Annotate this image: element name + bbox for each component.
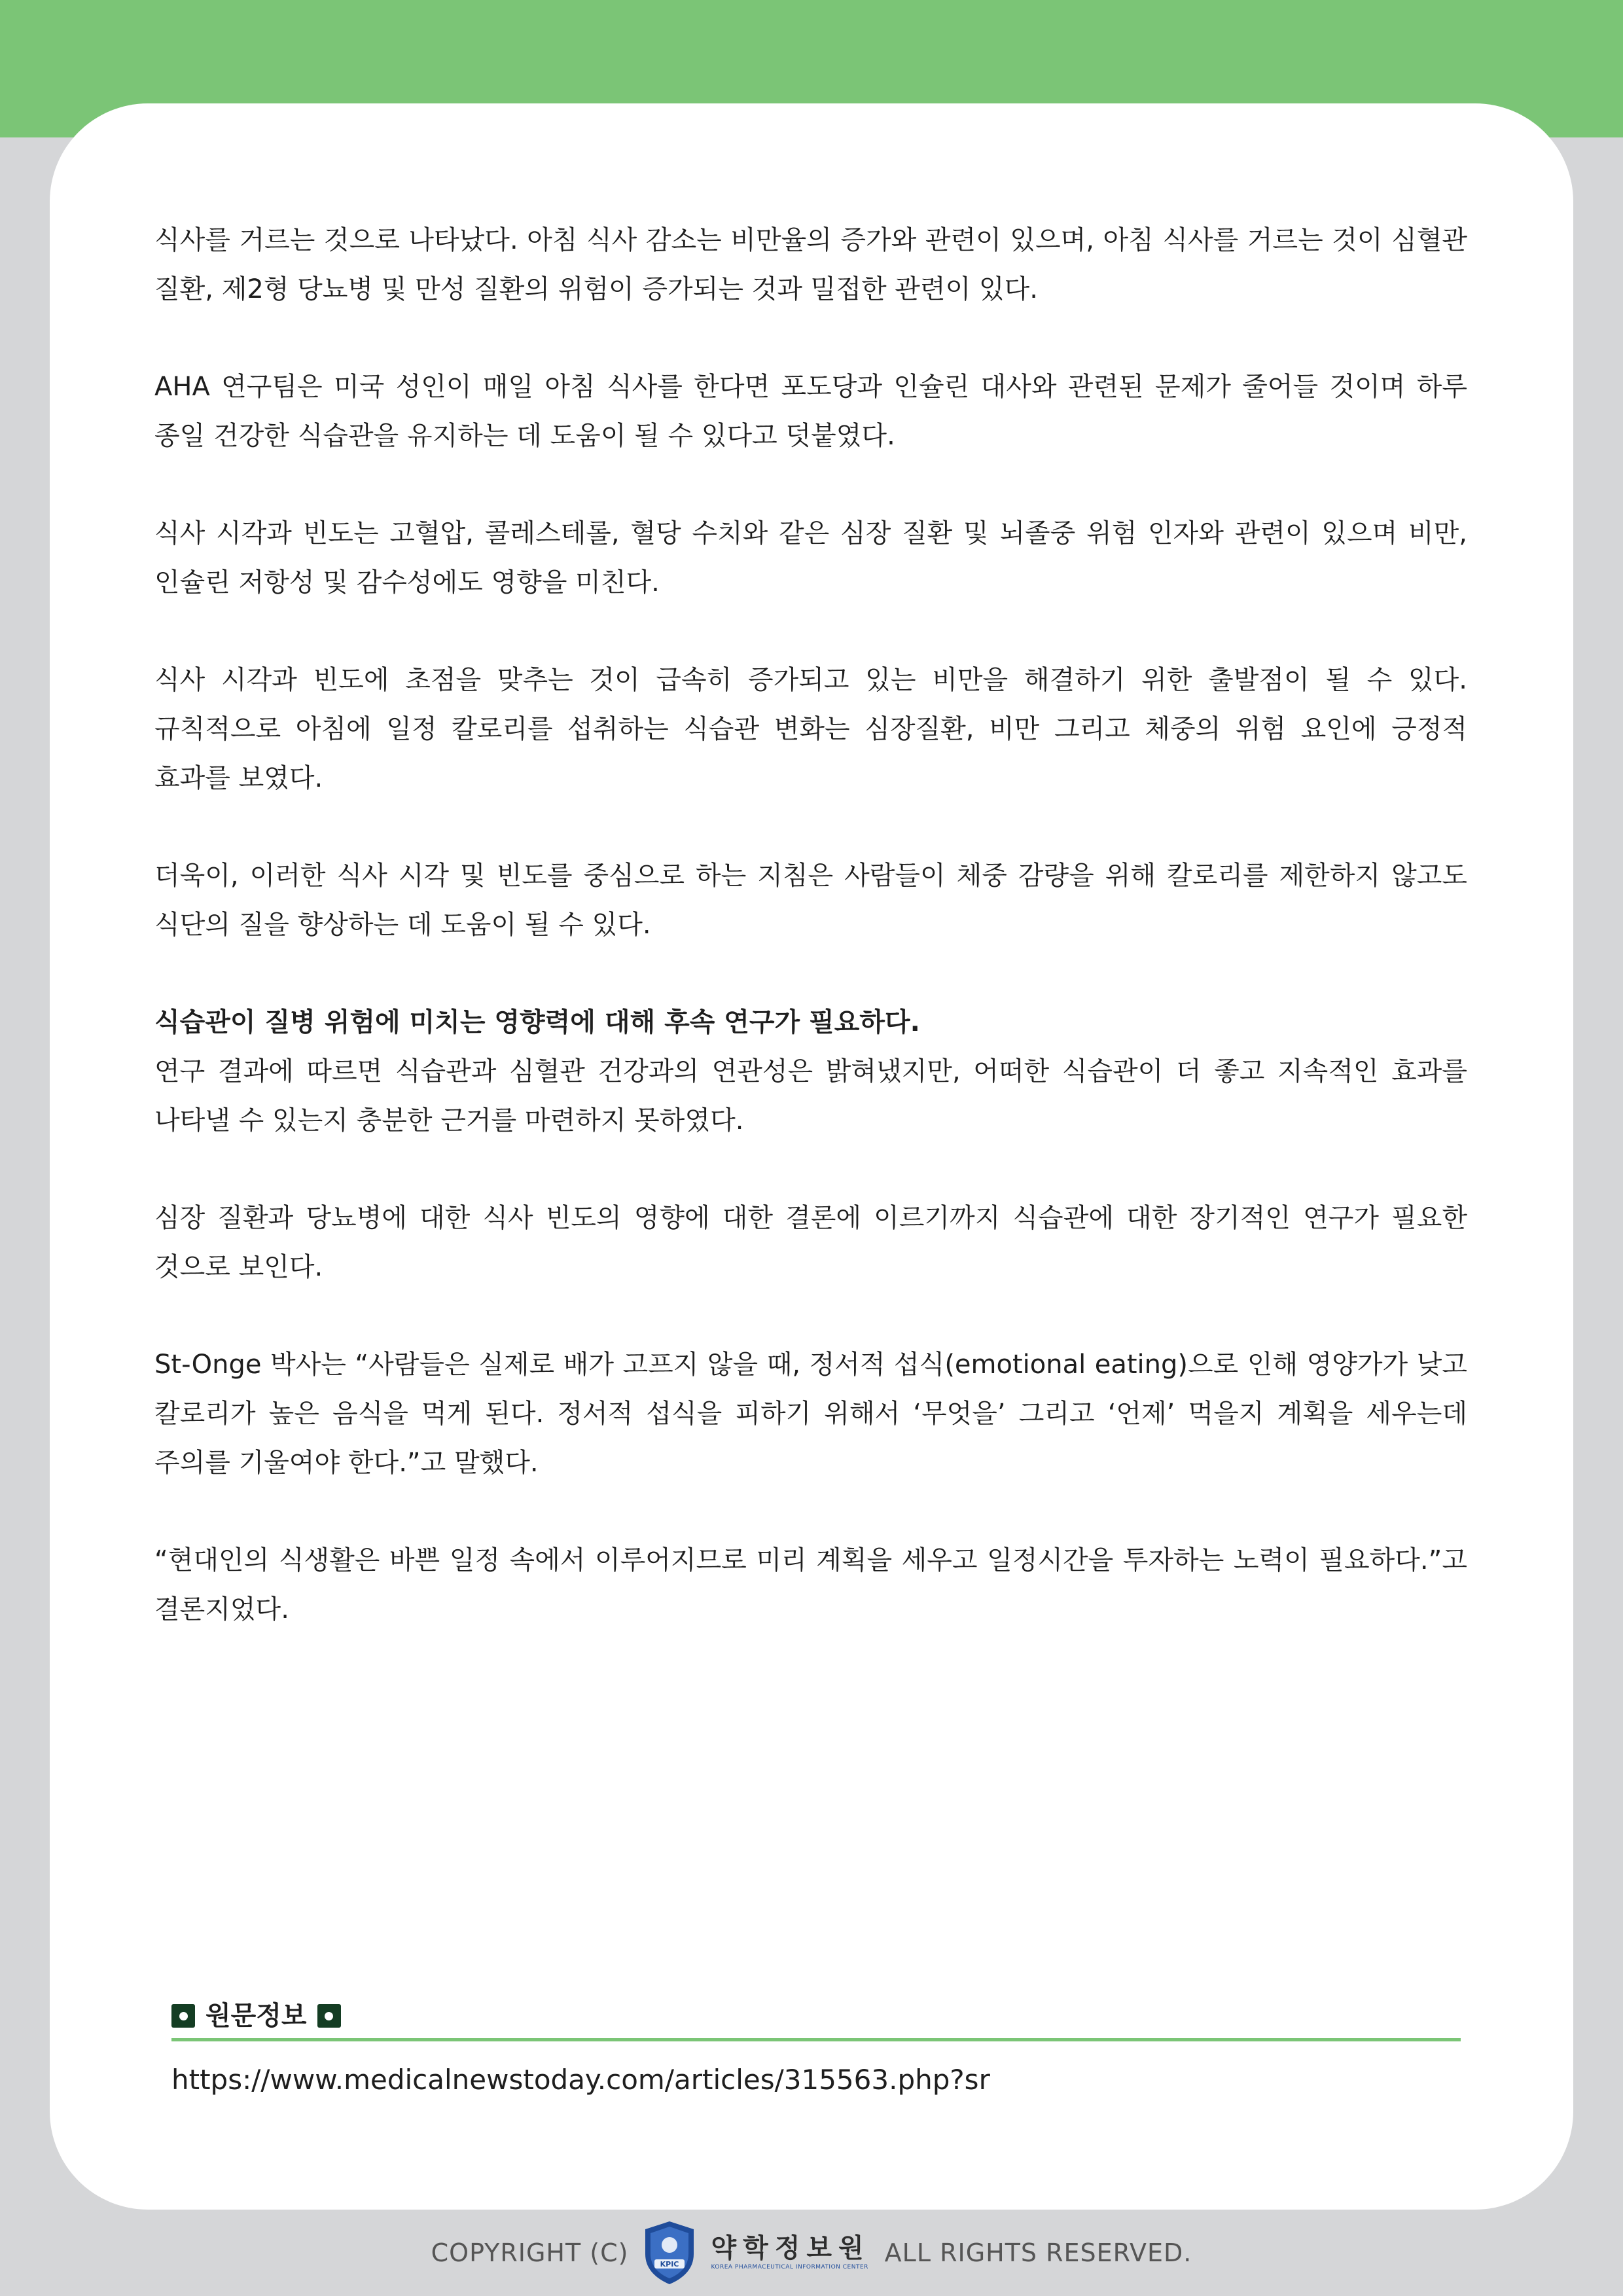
article-body [154,216,1467,1683]
section-heading-paragraph: 연구 결과에 따르면 식습관과 심혈관 건강과의 연관성은 밝혀냈지만, 어떠한 식습관이 더 좋고 지속적인 효과를 나타낼 수 있는지 충분한 근거를 마련하지 못하였다. [154,1056,1467,1136]
square-bullet-icon [171,2004,195,2028]
article-paragraph: AHA 연구팀은 미국 성인이 매일 아침 식사를 한다면 포도당과 인슐린 대사와 관련된 문제가 줄어들 것이며 하루 종일 건강한 식습관을 유지하는 데 도움이 될 수 있다고 덧붙였다. [154,372,1467,451]
brand-logo [711,2234,870,2272]
logo-text: KPIC [660,2260,679,2269]
section-heading: 식습관이 질병 위험에 미치는 영향력에 대해 후속 연구가 필요하다. [154,1007,920,1037]
footer [0,2210,1623,2296]
copyright-right-text: ALL RIGHTS RESERVED. [884,2238,1192,2267]
square-bullet-icon [317,2004,341,2028]
article-paragraph: 더욱이, 이러한 식사 시각 및 빈도를 중심으로 하는 지침은 사람들이 체중 감량을 위해 칼로리를 제한하지 않고도 식단의 질을 향상하는 데 도움이 될 수 있다. [154,861,1467,940]
article-paragraph: 식사 시각과 빈도에 초점을 맞추는 것이 급속히 증가되고 있는 비만을 해결하기 위한 출발점이 될 수 있다. 규칙적으로 아침에 일정 칼로리를 섭취하는 식습관 변화는 심장질환, 비만 그리고 체중의 위험 요인에 긍정적 효과를 보였다. [154,665,1467,793]
article-paragraph: “현대인의 식생활은 바쁜 일정 속에서 이루어지므로 미리 계획을 세우고 일정시간을 투자하는 노력이 필요하다.”고 결론지었다. [154,1545,1467,1624]
article-paragraph: 식사를 거르는 것으로 나타났다. 아침 식사 감소는 비만율의 증가와 관련이 있으며, 아침 식사를 거르는 것이 심혈관 질환, 제2형 당뇨병 및 만성 질환의 위험이 증가되는 것과 밀접한 관련이 있다. [154,225,1467,304]
brand-name-english: KOREA PHARMACEUTICAL INFORMATION CENTER [711,2264,868,2270]
source-url-link[interactable]: https://www.medicalnewstoday.com/articles/315563.php?sr [171,2064,990,2096]
brand-name-korean: 약학정보원 [711,2233,870,2263]
source-info-section [171,2003,1461,2096]
source-info-header [171,2003,1461,2041]
kpic-shield-logo-icon [643,2220,696,2286]
article-paragraph: 식사 시각과 빈도는 고혈압, 콜레스테롤, 혈당 수치와 같은 심장 질환 및 뇌졸중 위험 인자와 관련이 있으며 비만, 인슐린 저항성 및 감수성에도 영향을 미친다. [154,518,1467,598]
article-paragraph: 심장 질환과 당뇨병에 대한 식사 빈도의 영향에 대한 결론에 이르기까지 식습관에 대한 장기적인 연구가 필요한 것으로 보인다. [154,1203,1467,1282]
section-block [154,998,1467,1145]
article-paragraph: St-Onge 박사는 “사람들은 실제로 배가 고프지 않을 때, 정서적 섭식(emotional eating)으로 인해 영양가가 낮고 칼로리가 높은 음식을 먹게 된다. 정서적 섭식을 피하기 위해서 ‘무엇을’ 그리고 ‘언제’ 먹을지 계획을 세우는데 주의를 기울여야 한다.”고 말했다. [154,1350,1467,1478]
source-info-title: 원문정보 [205,2001,307,2031]
copyright-left-text: COPYRIGHT (C) [431,2238,629,2267]
